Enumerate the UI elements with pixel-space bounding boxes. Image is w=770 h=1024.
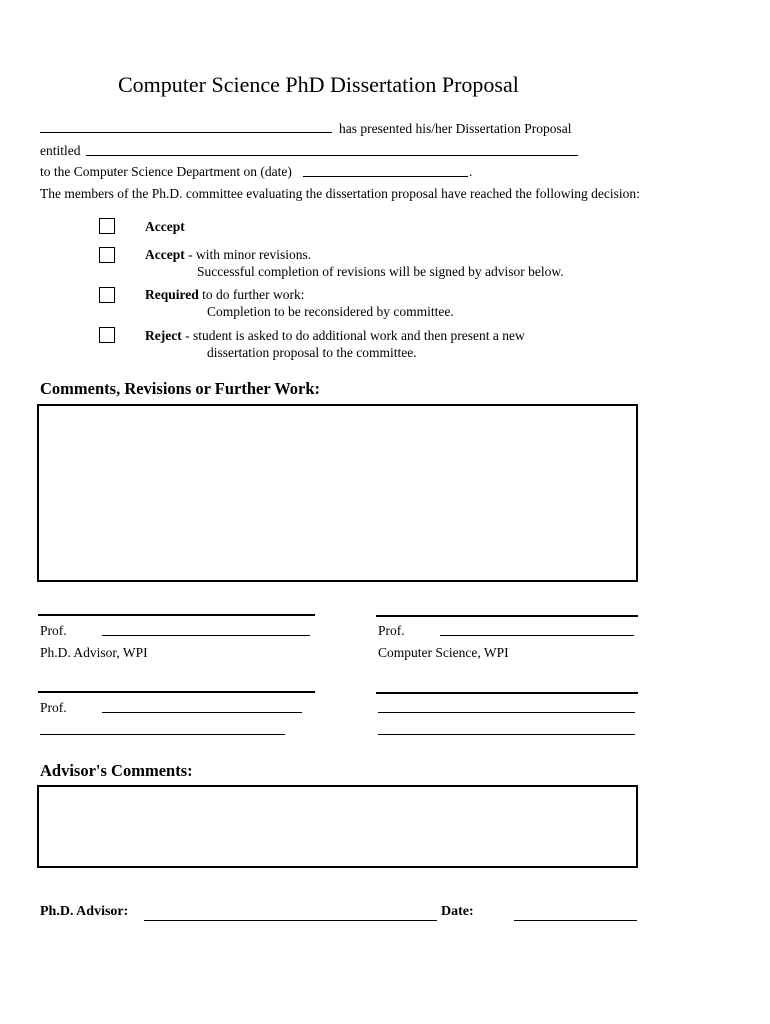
advisor-signature-line[interactable]: [144, 920, 437, 921]
advisor-comments-box[interactable]: [37, 785, 638, 868]
required-note: Completion to be reconsidered by committee.: [207, 304, 454, 319]
prof-name-line-left-2[interactable]: [102, 712, 302, 713]
comments-box[interactable]: [37, 404, 638, 582]
accept-checkbox[interactable]: [99, 218, 115, 234]
decision-text: The members of the Ph.D. committee evaluating the dissertation proposal have reached the following decision:: [40, 186, 640, 201]
prof-label-right-1: Prof.: [378, 623, 405, 638]
comments-heading: Comments, Revisions or Further Work:: [40, 379, 321, 398]
advisor-title: Ph.D. Advisor, WPI: [40, 645, 148, 660]
title-line-right-2a[interactable]: [378, 712, 635, 713]
date-label: Date:: [441, 904, 474, 919]
advisor-comments-heading: Advisor's Comments:: [40, 761, 193, 780]
signature-line-right-2[interactable]: [376, 692, 638, 694]
accept-minor-text: - with minor revisions.: [184, 247, 312, 262]
date-line[interactable]: [303, 176, 468, 177]
title-line[interactable]: [86, 155, 578, 156]
reject-option: [145, 328, 525, 344]
signature-line-left-2[interactable]: [38, 691, 315, 693]
required-option: [145, 287, 305, 303]
footer-date-line[interactable]: [514, 920, 637, 921]
title-line-right-2b[interactable]: [378, 734, 635, 735]
title-line-left-2[interactable]: [40, 734, 285, 735]
required-label: Required: [145, 287, 199, 302]
department-text: to the Computer Science Department on (date): [40, 164, 292, 179]
accept-minor-note: Successful completion of revisions will be signed by advisor below.: [197, 264, 564, 279]
prof-label-left-2: Prof.: [40, 700, 67, 715]
advisor-signature-label: Ph.D. Advisor:: [40, 904, 129, 919]
presented-text: has presented his/her Dissertation Proposal: [339, 121, 572, 136]
reject-text: - student is asked to do additional work and then present a new: [181, 328, 525, 343]
prof-label-left-1: Prof.: [40, 623, 67, 638]
page-title: Computer Science PhD Dissertation Proposal: [118, 72, 519, 97]
signature-line-left-1[interactable]: [38, 614, 315, 616]
prof-name-line-left-1[interactable]: [102, 635, 310, 636]
student-name-line[interactable]: [40, 132, 332, 133]
reject-label: Reject: [145, 328, 182, 343]
accept-minor-checkbox[interactable]: [99, 247, 115, 263]
signature-line-right-1[interactable]: [376, 615, 638, 617]
department-suffix: .: [469, 164, 473, 179]
cs-title: Computer Science, WPI: [378, 645, 509, 660]
required-text: to do further work:: [198, 287, 305, 302]
accept-minor-option: [145, 247, 311, 263]
accept-label: Accept: [145, 219, 185, 234]
accept-minor-label: Accept: [145, 247, 185, 262]
required-checkbox[interactable]: [99, 287, 115, 303]
reject-checkbox[interactable]: [99, 327, 115, 343]
prof-name-line-right-1[interactable]: [440, 635, 634, 636]
reject-note: dissertation proposal to the committee.: [207, 345, 417, 360]
entitled-label: entitled: [40, 143, 81, 158]
